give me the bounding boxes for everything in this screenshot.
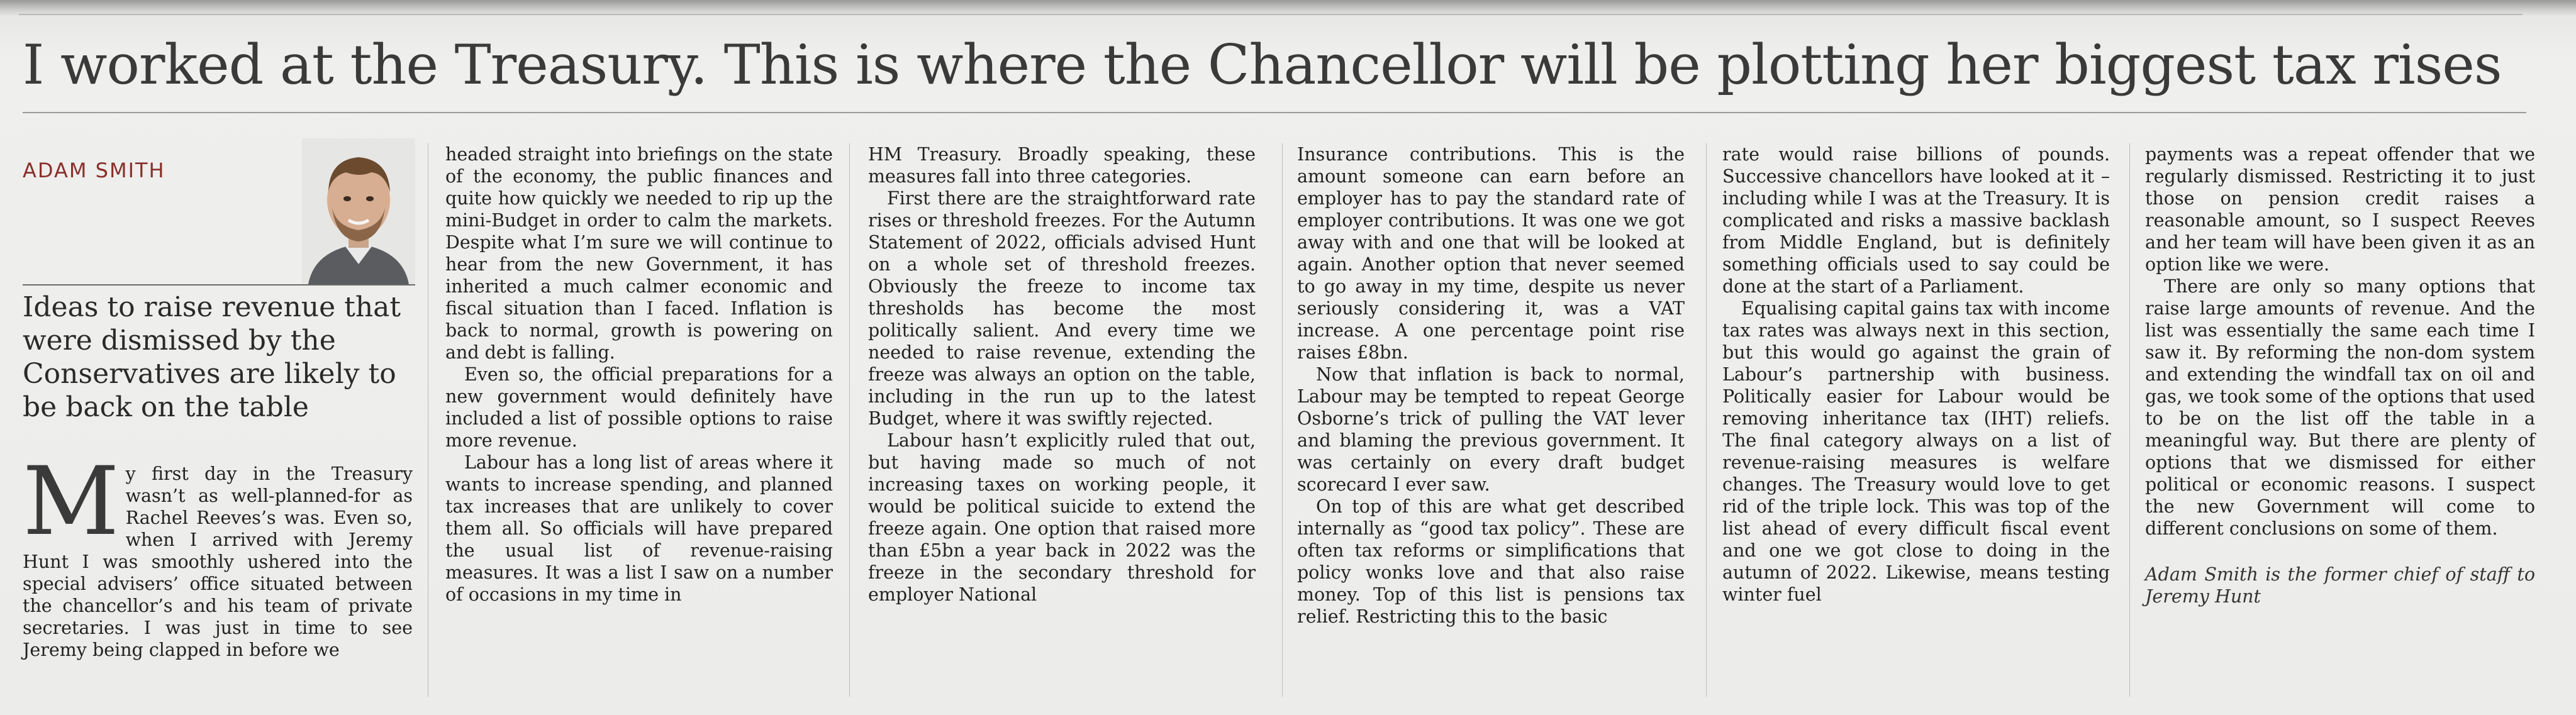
paragraph: First there are the straightforward rate rises or threshold freezes. For the Autumn Statement of 2022, officials advised Hunt on a whole set of threshold freezes. Obviously the freeze to income tax thresholds has become the most politically salient. And every time we needed to raise revenue, extending the freeze was always an option on the table, including in the run up to the latest Budget, where it was swiftly rejected.	[868, 188, 1256, 429]
article-column-5	[1722, 143, 2110, 606]
paragraph: Labour has a long list of areas where it wants to increase spending, and planned tax increases that are unlikely to cover them all. So officials will have prepared the usual list of revenue-raising measures. It was a list I saw on a number of occasions in my time in	[445, 452, 833, 605]
paragraph: y first day in the Treasury wasn’t as well-planned-for as Rachel Reeves’s was. Even so, when I arrived with Jeremy Hunt I was smoothly ushered into the special advisers’ office situated between the chancellor’s and his team of private secretaries. I was just in time to see Jeremy being clapped in before we	[23, 463, 413, 660]
article-column-6	[2145, 143, 2535, 607]
paragraph: Insurance contributions. This is the amount someone can earn before an employer has to pay the standard rate of employer contributions. It was one we got away with and one that will be looked at again. Another option that never seemed to go away in my time, despite us never seriously considering it, was a VAT increase. A one percentage point rise raises £8bn.	[1297, 144, 1685, 363]
article-column-2	[445, 143, 833, 606]
article-column-1	[23, 447, 413, 661]
column-divider	[1706, 143, 1707, 697]
article-column-3	[868, 143, 1256, 606]
headline-rule	[23, 112, 2526, 113]
standfirst-rule	[23, 284, 415, 285]
paragraph: payments was a repeat offender that we regularly dismissed. Restricting it to just those on pension credit raises a reasonable amount, so I suspect Reeves and her team will have been given it as an option like we were.	[2145, 144, 2535, 275]
paragraph: Even so, the official preparations for a new government would definitely have included a list of possible options to raise more revenue.	[445, 364, 833, 451]
paragraph: rate would raise billions of pounds. Successive chancellors have looked at it – including while I was at the Treasury. It is complicated and risks a massive backlash from Middle England, but is definitely something officials used to say could be done at the start of a Parliament.	[1722, 144, 2110, 297]
paragraph: There are only so many options that raise large amounts of revenue. And the list was essentially the same each time I saw it. By reforming the non-dom system and extending the windfall tax on oil and gas, we took some of the options that used to be on the list off the table in a meaningful way. But there are plenty of options that we dismissed for either political or economic reasons. I suspect the new Government will come to different conclusions on some of them.	[2145, 276, 2535, 539]
column-divider	[2129, 143, 2130, 697]
standfirst: Ideas to raise revenue that were dismissed by the Conservatives are likely to be back on the table	[23, 291, 401, 423]
paragraph: Now that inflation is back to normal, Labour may be tempted to repeat George Osborne’s trick of pulling the VAT lever and blaming the previous government. It was certainly on every draft budget scorecard I ever saw.	[1297, 364, 1685, 495]
headline: I worked at the Treasury. This is where the Chancellor will be plotting her biggest tax rises	[23, 33, 2502, 97]
paragraph: Labour hasn’t explicitly ruled that out, but having made so much of not increasing taxes on working people, it would be political suicide to extend the freeze again. One option that raised more than £5bn a year back in 2022 was the freeze in the secondary threshold for employer National	[868, 430, 1256, 605]
byline: ADAM SMITH	[23, 158, 165, 182]
author-photo	[302, 138, 415, 284]
paragraph: Equalising capital gains tax with income tax rates was always next in this section, but this would go against the grain of Labour’s partnership with business. Politically easier for Labour would be removing inheritance tax (IHT) reliefs. The final category always on a list of revenue-raising measures is welfare changes. The Treasury would love to get rid of the triple lock. This was top of the list ahead of every difficult fiscal event and one we got close to doing in the autumn of 2022. Likewise, means testing winter fuel	[1722, 298, 2110, 605]
author-signoff: Adam Smith is the former chief of staff to Jeremy Hunt	[2145, 564, 2535, 607]
paragraph: headed straight into briefings on the state of the economy, the public finances and quite how quickly we needed to rip up the mini-Budget in order to calm the markets. Despite what I’m sure we will continue to hear from the new Government, it has inherited a much calmer economic and fiscal situation than I faced. Inflation is back to normal, growth is powering on and debt is falling.	[445, 144, 833, 363]
author-portrait-icon	[302, 138, 415, 284]
drop-cap: M	[23, 447, 120, 557]
paragraph: HM Treasury. Broadly speaking, these measures fall into three categories.	[868, 144, 1256, 187]
article-column-4	[1297, 143, 1685, 628]
column-divider	[849, 143, 850, 697]
top-rule	[19, 14, 2523, 15]
paragraph: On top of this are what get described internally as “good tax policy”. These are often tax reforms or simplifications that policy wonks love and that also raise money. Top of this list is pensions tax relief. Restricting this to the basic	[1297, 496, 1685, 627]
column-divider	[1282, 143, 1283, 697]
